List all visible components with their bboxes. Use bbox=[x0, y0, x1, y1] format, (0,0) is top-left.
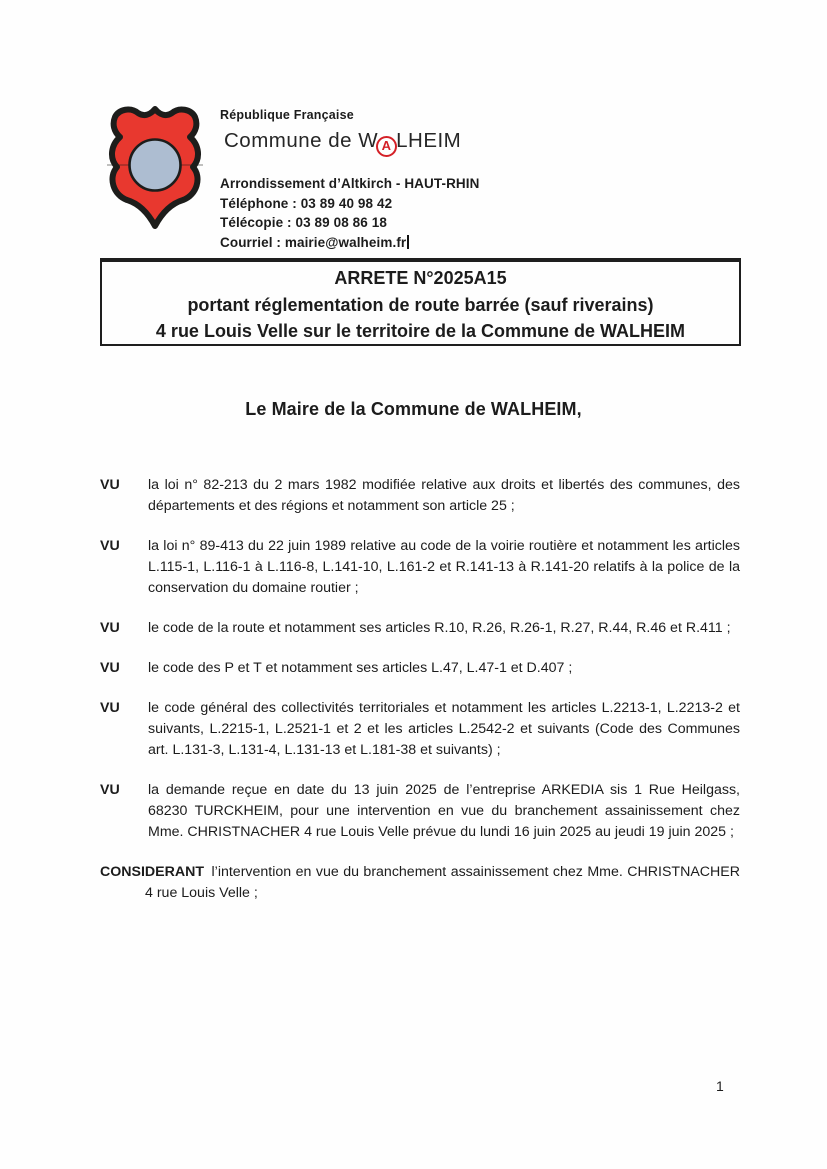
text-cursor bbox=[407, 235, 409, 249]
clause-text: le code des P et T et notamment ses articles L.47, L.47-1 et D.407 ; bbox=[148, 660, 573, 676]
clause-vu-4 bbox=[100, 658, 740, 679]
commune-wordmark-suffix: LHEIM bbox=[396, 129, 462, 152]
arrondissement-line: Arrondissement d’Altkirch - HAUT-RHIN bbox=[220, 176, 480, 191]
clause-label: VU bbox=[100, 782, 120, 798]
arrete-number: ARRETE N°2025A15 bbox=[334, 268, 507, 288]
telephone-line: Téléphone : 03 89 40 98 42 bbox=[220, 195, 393, 211]
shield-center-circle bbox=[130, 140, 181, 191]
contact-block bbox=[220, 174, 479, 252]
arrete-title-box bbox=[100, 258, 741, 346]
clause-text: le code de la route et notamment ses articles R.10, R.26, R.26-1, R.27, R.44, R.46 et R.411 ; bbox=[148, 620, 731, 636]
clause-text: la loi n° 82-213 du 2 mars 1982 modifiée relative aux droits et libertés des communes, des départements et des régions et notamment son article 25 ; bbox=[148, 477, 740, 514]
commune-shield-logo bbox=[103, 104, 207, 237]
maire-heading: Le Maire de la Commune de WALHEIM, bbox=[245, 399, 582, 419]
arrete-subject-line2: 4 rue Louis Velle sur le territoire de la Commune de WALHEIM bbox=[155, 321, 686, 341]
clause-label: VU bbox=[100, 538, 120, 554]
clause-text: l’intervention en vue du branchement assainissement chez Mme. CHRISTNACHER 4 rue Louis Velle ; bbox=[145, 864, 740, 901]
clause-text: la loi n° 89-413 du 22 juin 1989 relative au code de la voirie routière et notamment les articles L.115-1, L.116-1 à L.116-8, L.141-10, L.161-2 et R.141-13 à R.141-20 relatifs à la police de la conservation du domaine routier ; bbox=[148, 538, 740, 596]
clause-label: CONSIDERANT bbox=[100, 864, 205, 880]
letterhead bbox=[220, 108, 479, 252]
telecopie-line: Télécopie : 03 89 08 86 18 bbox=[220, 215, 387, 230]
clause-vu-3 bbox=[100, 618, 740, 639]
clause-label: VU bbox=[100, 620, 120, 636]
commune-wordmark bbox=[224, 129, 479, 157]
clause-considerant bbox=[100, 862, 740, 904]
clause-vu-2 bbox=[100, 536, 740, 599]
commune-wordmark-prefix: Commune de W bbox=[224, 129, 379, 152]
circled-a-logo-icon: A bbox=[376, 136, 397, 157]
clause-label: VU bbox=[100, 660, 120, 676]
clause-text: le code général des collectivités territoriales et notamment les articles L.2213-1, L.2213-2 et suivants, L.2215-1, L.2521-1 et 2 et les articles L.2542-2 et suivants (Code des Communes art. L.131-3, L.131-4, L.131-13 et L.181-38 et suivants) ; bbox=[148, 700, 740, 758]
clauses-section bbox=[100, 475, 740, 923]
clause-label: VU bbox=[100, 700, 120, 716]
courriel-line bbox=[220, 233, 479, 253]
clause-text: la demande reçue en date du 13 juin 2025 de l’entreprise ARKEDIA sis 1 Rue Heilgass, 68230 TURCKHEIM, pour une intervention en vue du branchement assainissement chez Mme. CHRISTNACHER 4 rue Louis Velle prévue du lundi 16 juin 2025 au jeudi 19 juin 2025 ; bbox=[148, 782, 740, 840]
clause-vu-6 bbox=[100, 780, 740, 843]
arrete-subject-line1: portant réglementation de route barrée (sauf riverains) bbox=[187, 294, 654, 315]
clause-label: VU bbox=[100, 477, 120, 493]
page-number: 1 bbox=[716, 1078, 724, 1094]
republique-francaise-label: République Française bbox=[220, 108, 354, 122]
clause-vu-1 bbox=[100, 475, 740, 517]
courriel-text: Courriel : mairie@walheim.fr bbox=[220, 234, 407, 250]
clause-vu-5 bbox=[100, 698, 740, 761]
